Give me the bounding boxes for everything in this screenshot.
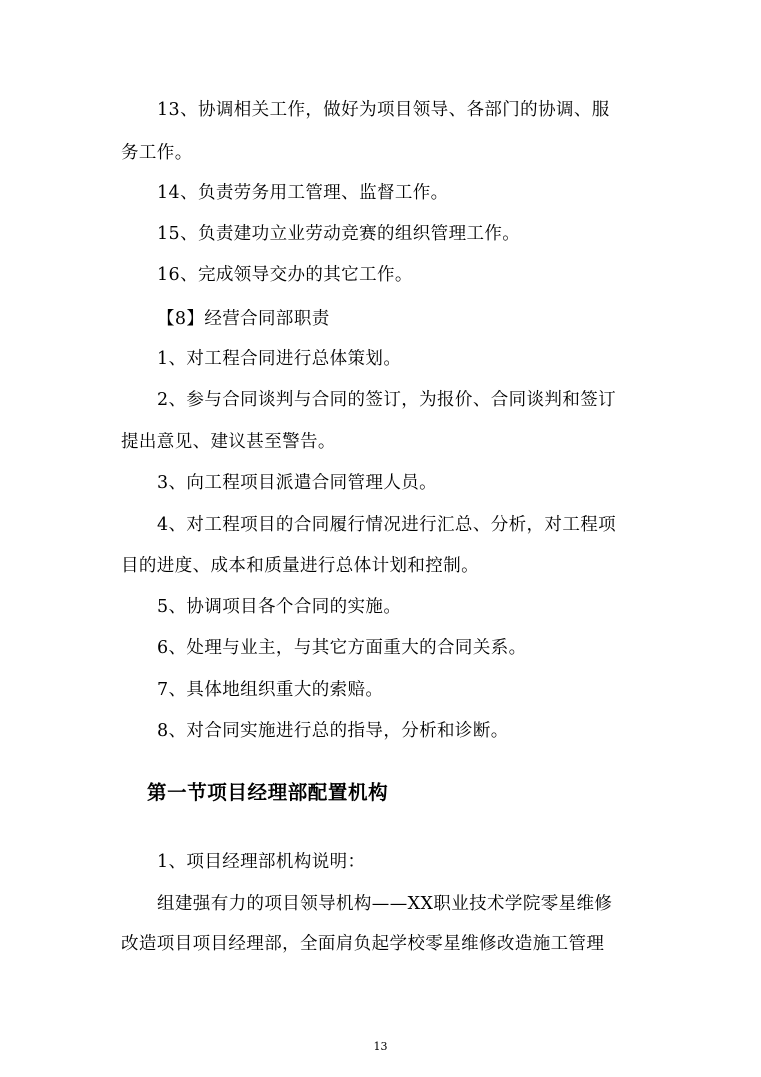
paragraph-line: 3、向工程项目派遣合同管理人员。	[157, 473, 438, 493]
paragraph-line: 目的进度、成本和质量进行总体计划和控制。	[121, 556, 479, 576]
paragraph-line: 务工作。	[121, 143, 193, 163]
paragraph-line: 15、负责建功立业劳动竞赛的组织管理工作。	[157, 224, 521, 244]
paragraph-line: 组建强有力的项目领导机构——XX职业技术学院零星维修	[157, 894, 613, 914]
paragraph-line: 1、对工程合同进行总体策划。	[157, 349, 402, 369]
paragraph-line: 2、参与合同谈判与合同的签订，为报价、合同谈判和签订	[157, 390, 617, 410]
paragraph-line: 改造项目项目经理部，全面肩负起学校零星维修改造施工管理	[121, 934, 605, 954]
paragraph-line: 5、协调项目各个合同的实施。	[157, 597, 402, 617]
paragraph-line: 提出意见、建议甚至警告。	[121, 432, 336, 452]
section-heading: 第一节项目经理部配置机构	[147, 781, 389, 804]
paragraph-line: 14、负责劳务用工管理、监督工作。	[157, 183, 449, 203]
paragraph-line: 6、处理与业主，与其它方面重大的合同关系。	[157, 638, 527, 658]
subsection-title: 【8】经营合同部职责	[157, 309, 330, 329]
page-number: 13	[373, 1040, 388, 1053]
paragraph-line: 13、协调相关工作，做好为项目领导、各部门的协调、服	[157, 100, 610, 120]
paragraph-line: 7、具体地组织重大的索赔。	[157, 680, 384, 700]
paragraph-line: 8、对合同实施进行总的指导，分析和诊断。	[157, 721, 509, 741]
paragraph-line: 4、对工程项目的合同履行情况进行汇总、分析，对工程项	[157, 515, 617, 535]
paragraph-line: 16、完成领导交办的其它工作。	[157, 265, 413, 285]
paragraph-line: 1、项目经理部机构说明：	[157, 852, 366, 872]
